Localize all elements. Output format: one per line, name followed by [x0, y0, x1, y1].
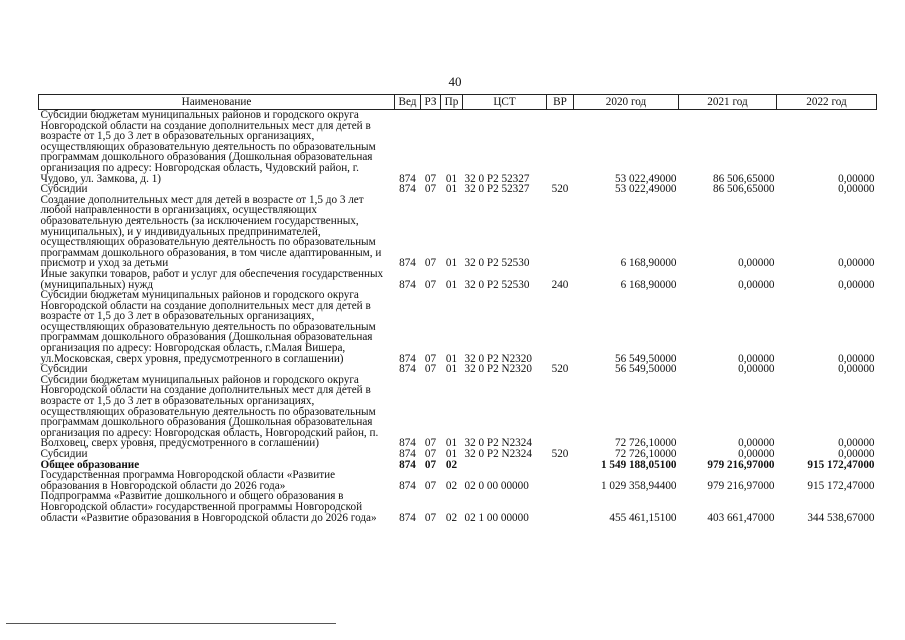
table-cell-2020: 53 022,49000: [614, 172, 677, 185]
table-cell-pr: 02: [445, 479, 458, 492]
table-cell-pr: 01: [445, 363, 458, 376]
table-cell-name: Субсидии бюджетам муниципальных районов и городского округа Новгородской области на создание дополнительных мест для детей в возрасте от 1,5 до 3 лет в образовательных организациях, осуществляющих образовательную деятельность по образовательным программам дошкольного образования (Дошкольная образовательная организация по адресу: Новгородская область, Чудовский район, г. Чудово, ул. Замкова, д. 1): [40, 109, 376, 185]
table-cell-2020: 72 726,10000: [614, 437, 677, 450]
header-row: [39, 95, 877, 110]
table-cell-cst: 02 1 00 00000: [464, 511, 529, 524]
table-cell-name: Государственная программа Новгородской области «Развитие образования в Новгородской области до 2026 года»: [40, 469, 336, 492]
table-cell-2020: 1 029 358,94400: [600, 479, 677, 492]
table-cell-2020: 53 022,49000: [614, 183, 677, 196]
table-row: [39, 195, 877, 269]
table-row: [39, 375, 877, 449]
table-cell-2022: 344 538,67000: [807, 511, 875, 524]
table-cell-cst: 32 0 P2 52327: [464, 172, 530, 185]
table-cell-name: Субсидии: [40, 183, 88, 196]
table-cell-pr: 01: [445, 257, 458, 270]
table-cell-2020: 455 461,15100: [609, 511, 677, 524]
table-cell-vr: 520: [551, 183, 569, 196]
col-header-2020: 2020 год: [574, 95, 679, 110]
table-cell-2022: 915 172,47000: [807, 458, 875, 471]
table-cell-rz: 07: [424, 363, 437, 376]
table-cell-2022: 0,00000: [838, 437, 875, 450]
table-row: [39, 110, 877, 185]
table-cell-vr: [547, 470, 574, 491]
table-cell-2022: 915 172,47000: [807, 479, 875, 492]
table-cell-2020: 56 549,50000: [614, 352, 677, 365]
table-cell-ved: 874: [399, 257, 416, 270]
table-cell-vr: 240: [551, 278, 569, 291]
table-cell-pr: 01: [445, 352, 458, 365]
table-cell-2021: 979 216,97000: [707, 458, 775, 471]
table-cell-2022: 0,00000: [838, 257, 875, 270]
table-cell-rz: 07: [424, 183, 437, 196]
table-cell-2021: 0,00000: [738, 437, 775, 450]
page-number: 40: [448, 74, 462, 89]
col-header-vr: ВР: [547, 95, 574, 110]
table-cell-pr: 01: [445, 437, 458, 450]
table-cell-rz: 07: [424, 172, 437, 185]
table-cell-2021: 0,00000: [738, 257, 775, 270]
table-cell-ved: 874: [399, 352, 416, 365]
col-header-name: Наименование: [39, 95, 395, 110]
table-cell-name: Субсидии бюджетам муниципальных районов и городского округа Новгородской области на создание дополнительных мест для детей в возрасте от 1,5 до 3 лет в образовательных организациях, осуществляющих образовательную деятельность по образовательным программам дошкольного образования (Дошкольная образовательная организация по адресу: Новгородская область, г.Малая Вишера, ул.Московская, сверх уровня, предусмотренного в соглашении): [40, 289, 376, 365]
table-cell-name: Субсидии бюджетам муниципальных районов и городского округа Новгородской области на создание дополнительных мест для детей в возрасте от 1,5 до 3 лет в образовательных организациях, осуществляющих образовательную деятельность по образовательным программам дошкольного образования (Дошкольная образовательная организация по адресу: Новгородская область, Новгородский район, п. Волховец, сверх уровня, предусмотренного в соглашении): [40, 373, 379, 450]
table-cell-rz: 07: [424, 511, 437, 524]
table-cell-2020: 6 168,90000: [620, 257, 677, 270]
table-cell-rz: 07: [424, 278, 437, 291]
table-cell-2021: 0,00000: [738, 448, 775, 460]
table-cell-pr: 01: [445, 183, 458, 196]
table-cell-ved: 874: [399, 278, 416, 291]
table-cell-vr: [547, 491, 574, 523]
table-cell-2021: 0,00000: [738, 278, 775, 291]
table-row: [39, 269, 877, 290]
table-cell-2020: 72 726,10000: [614, 448, 677, 460]
budget-table: [38, 94, 877, 523]
table-cell-ved: 874: [399, 458, 416, 471]
col-header-rz: РЗ: [421, 95, 441, 110]
table-cell-vr: 520: [551, 363, 569, 376]
table-cell-name: Подпрограмма «Развитие дошкольного и общего образования в Новгородской области» государственной программы Новгородской области «Развитие образования в Новгородской области до 2026 года»: [40, 490, 377, 524]
table-cell-cst: 32 0 P2 52530: [464, 257, 530, 270]
table-cell-2021: 0,00000: [738, 352, 775, 365]
table-cell-2021: 86 506,65000: [712, 183, 775, 196]
table-cell-rz: 07: [424, 437, 437, 450]
col-header-2021: 2021 год: [679, 95, 777, 110]
table-cell-cst: 32 0 P2 N2320: [464, 352, 532, 365]
table-cell-ved: 874: [399, 511, 416, 524]
table-cell-2022: 0,00000: [838, 183, 875, 196]
table-cell-2022: 0,00000: [838, 363, 875, 376]
table-cell-vr: [547, 460, 574, 471]
table-cell-ved: 874: [399, 183, 416, 196]
table-cell-vr: [547, 195, 574, 269]
table-cell-pr: 01: [445, 172, 458, 185]
table-cell-ved: 874: [399, 479, 416, 492]
table-cell-name: Общее образование: [40, 458, 140, 471]
table-cell-2022: 0,00000: [838, 278, 875, 291]
table-cell-vr: [547, 290, 574, 364]
table-cell-ved: 874: [399, 437, 416, 450]
col-header-ved: Вед: [395, 95, 421, 110]
table-row: [39, 290, 877, 364]
table-cell-cst: 32 0 P2 N2320: [464, 363, 532, 376]
table-cell-vr: [547, 110, 574, 185]
table-row: [39, 449, 877, 460]
table-cell-cst: 32 0 P2 52530: [464, 278, 530, 291]
table-cell-rz: 07: [424, 352, 437, 365]
table-cell-cst: 32 0 P2 52327: [464, 183, 530, 196]
table-cell-pr: 02: [445, 458, 458, 471]
table-cell-pr: 02: [445, 511, 458, 524]
footer-divider: [6, 623, 336, 624]
table-cell-name: Субсидии: [40, 363, 88, 376]
table-cell-cst: 02 0 00 00000: [464, 479, 529, 492]
table-cell-rz: 07: [424, 448, 437, 460]
table-cell-2020: 1 549 188,05100: [600, 458, 677, 471]
table-cell-2021: 979 216,97000: [707, 479, 775, 492]
table-cell-pr: 01: [445, 448, 458, 460]
table-cell-ved: 874: [399, 172, 416, 185]
table-row: [39, 470, 877, 491]
col-header-pr: Пр: [441, 95, 463, 110]
table-row: [39, 491, 877, 523]
table-cell-cst: 32 0 P2 N2324: [464, 448, 532, 460]
table-cell-2020: 56 549,50000: [614, 363, 677, 376]
table-cell-2021: 403 661,47000: [707, 511, 775, 524]
table-cell-2020: 6 168,90000: [620, 278, 677, 291]
col-header-2022: 2022 год: [777, 95, 877, 110]
table-cell-2022: 0,00000: [838, 352, 875, 365]
table-cell-vr: [547, 375, 574, 449]
table-cell-rz: 07: [424, 479, 437, 492]
table-cell-cst: [463, 460, 547, 471]
table-cell-rz: 07: [424, 458, 437, 471]
table-cell-2021: 86 506,65000: [712, 172, 775, 185]
table-cell-pr: 01: [445, 278, 458, 291]
table-cell-name: Субсидии: [40, 448, 88, 460]
table-cell-name: Создание дополнительных мест для детей в возрасте от 1,5 до 3 лет любой направленности в организациях, осуществляющих образовательную деятельность (за исключением государственных, муниципальных), и у индивидуальных предпринимателей, осуществляющих образовательную деятельность по образовательным программам дошкольного образования, в том числе адаптированным, и присмотр и уход за детьми: [40, 193, 382, 270]
table-cell-rz: 07: [424, 257, 437, 270]
table-cell-2022: 0,00000: [838, 172, 875, 185]
table-cell-ved: 874: [399, 363, 416, 376]
table-cell-cst: 32 0 P2 N2324: [464, 437, 532, 450]
table-cell-2021: 0,00000: [738, 363, 775, 376]
table-cell-name: Иные закупки товаров, работ и услуг для обеспечения государственных (муниципальных) нужд: [40, 267, 384, 291]
table-cell-vr: 520: [551, 448, 569, 460]
table-cell-ved: 874: [399, 448, 416, 460]
table-cell-2022: 0,00000: [838, 448, 875, 460]
col-header-cst: ЦСТ: [463, 95, 547, 110]
